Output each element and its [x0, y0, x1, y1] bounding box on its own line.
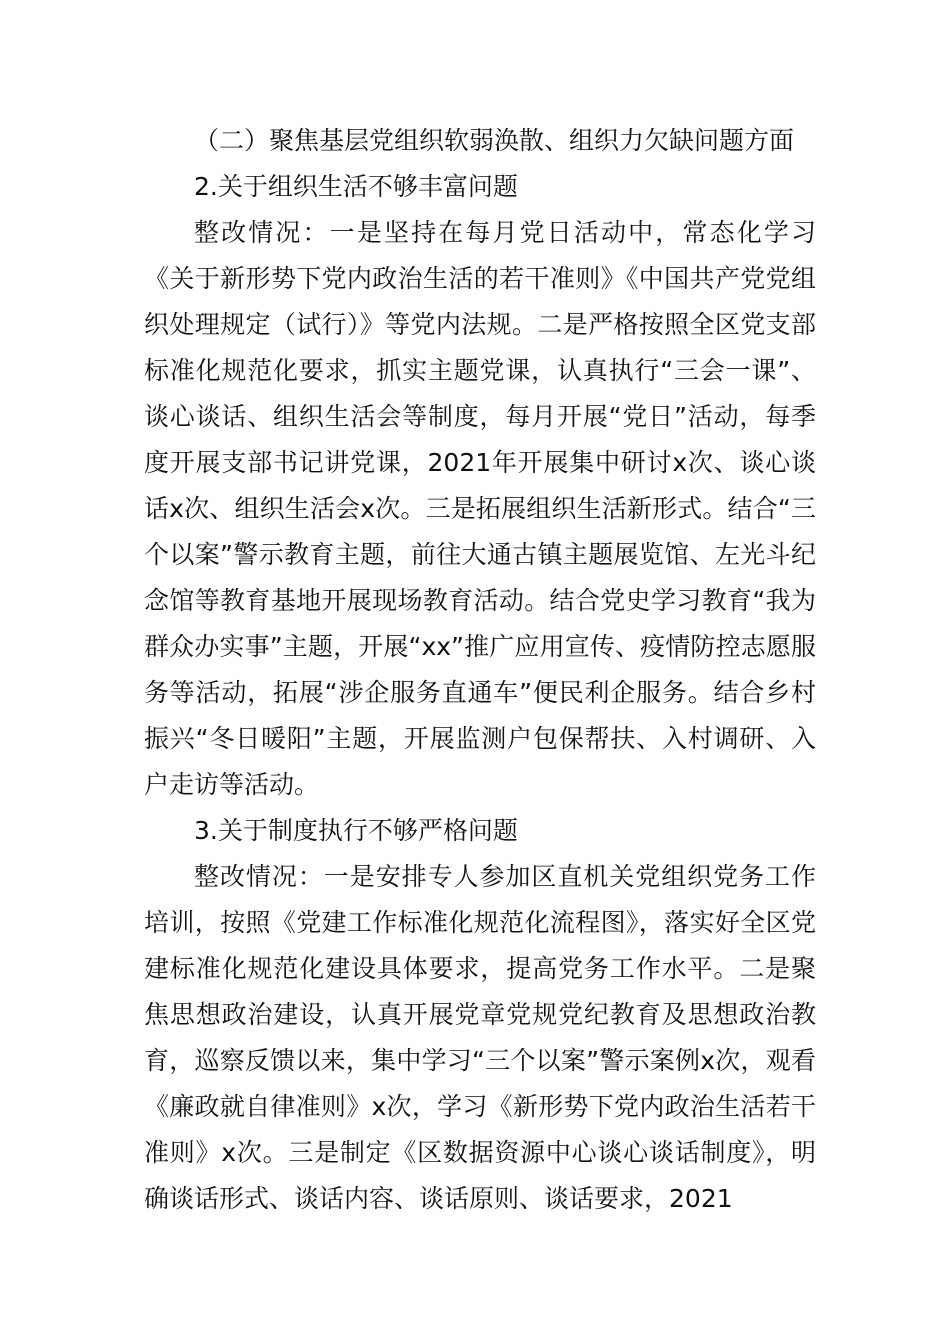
- item-2-paragraph: 整改情况：一是坚持在每月党日活动中，常态化学习《关于新形势下党内政治生活的若干准则》《中国共产党党组织处理规定（试行）》等党内法规。二是严格按照全区党支部标准化规范化要求，抓实主题党课，认真执行“三会一课”、谈心谈话、组织生活会等制度，每月开展“党日”活动，每季度开展支部书记讲党课，2021年开展集中研讨x次、谈心谈话x次、组织生活会x次。三是拓展组织生活新形式。结合“三个以案”警示教育主题，前往大通古镇主题展览馆、左光斗纪念馆等教育基地开展现场教育活动。结合党史学习教育“我为群众办实事”主题，开展“xx”推广应用宣传、疫情防控志愿服务等活动，拓展“涉企服务直通车”便民利企服务。结合乡村振兴“冬日暖阳”主题，开展监测户包保帮扶、入村调研、入户走访等活动。: [144, 218, 816, 799]
- document-body: [144, 118, 816, 1222]
- item-3-paragraph: 整改情况：一是安排专人参加区直机关党组织党务工作培训，按照《党建工作标准化规范化流程图》，落实好全区党建标准化规范化建设具体要求，提高党务工作水平。二是聚焦思想政治建设，认真开展党章党规党纪教育及思想政治教育，巡察反馈以来，集中学习“三个以案”警示案例x次，观看《廉政就自律准则》x次，学习《新形势下党内政治生活若干准则》x次。三是制定《区数据资源中心谈心谈话制度》，明确谈话形式、谈话内容、谈话原则、谈话要求，2021: [144, 862, 816, 1213]
- item-2-heading: 2.关于组织生活不够丰富问题: [194, 172, 518, 201]
- section-heading: （二）聚焦基层党组织软弱涣散、组织力欠缺问题方面: [194, 126, 795, 155]
- item-3-heading: 3.关于制度执行不够严格问题: [194, 816, 518, 845]
